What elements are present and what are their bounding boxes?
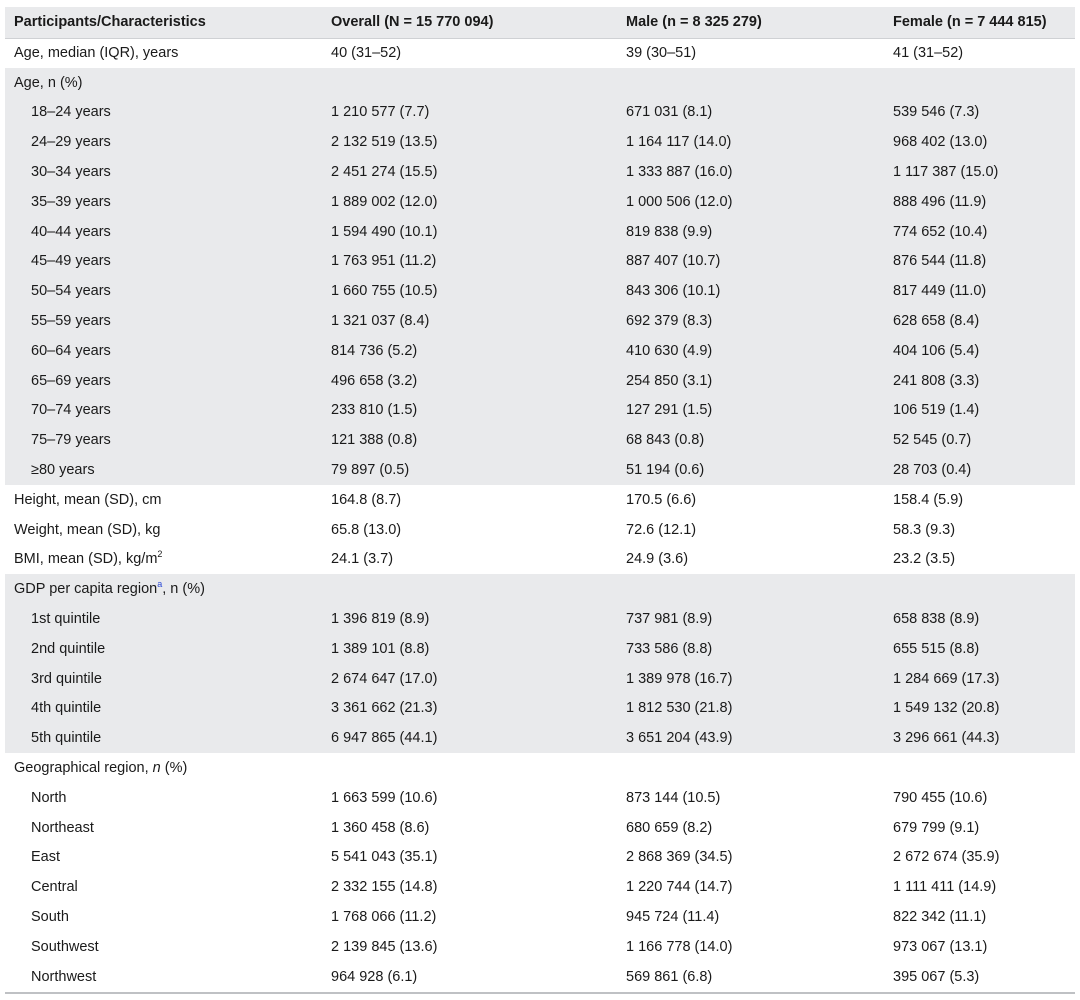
cell-male: 671 031 (8.1) — [626, 104, 713, 121]
row-label: 2nd quintile — [31, 640, 106, 657]
cell-female: 1 284 669 (17.3) — [893, 670, 1000, 687]
table-row — [5, 455, 1075, 485]
geo-groups-section — [5, 783, 1075, 992]
row-label: Height, mean (SD), cm — [14, 491, 162, 508]
row-label: Central — [31, 879, 78, 896]
cell-female: 404 106 (5.4) — [893, 342, 980, 359]
row-label: GDP per capita region$^a$, n (%) — [14, 579, 205, 598]
cell-overall: 1 889 002 (12.0) — [331, 193, 438, 210]
cell-overall: 5 541 043 (35.1) — [331, 849, 438, 866]
cell-overall: 2 451 274 (15.5) — [331, 164, 438, 181]
cell-overall: 3 361 662 (21.3) — [331, 700, 438, 717]
cell-female: 1 549 132 (20.8) — [893, 700, 1000, 717]
cell-overall: 40 (31–52) — [331, 45, 402, 62]
table-row — [5, 783, 1075, 813]
cell-overall: 1 210 577 (7.7) — [331, 104, 430, 121]
cell-male: 733 586 (8.8) — [626, 640, 713, 657]
cell-male: 843 306 (10.1) — [626, 283, 721, 300]
cell-female: 28 703 (0.4) — [893, 462, 972, 479]
table-row — [5, 425, 1075, 455]
cell-male: 873 144 (10.5) — [626, 789, 721, 806]
cell-overall: 814 736 (5.2) — [331, 342, 418, 359]
cell-female: 41 (31–52) — [893, 45, 964, 62]
cell-overall: 233 810 (1.5) — [331, 402, 418, 419]
cell-overall: 121 388 (0.8) — [331, 432, 418, 449]
cell-male: 51 194 (0.6) — [626, 462, 705, 479]
cell-female: 628 658 (8.4) — [893, 313, 980, 330]
row-label: Northwest — [31, 968, 97, 985]
table-row — [5, 276, 1075, 306]
cell-overall: 1 594 490 (10.1) — [331, 223, 438, 240]
cell-male: 410 630 (4.9) — [626, 342, 713, 359]
cell-overall: 6 947 865 (44.1) — [331, 730, 438, 747]
row-label: 35–39 years — [31, 193, 111, 210]
cell-male: 692 379 (8.3) — [626, 313, 713, 330]
row-label: 65–69 years — [31, 372, 111, 389]
cell-male: 72.6 (12.1) — [626, 521, 697, 538]
row-label: 4th quintile — [31, 700, 102, 717]
row-label: 60–64 years — [31, 342, 111, 359]
characteristics-table — [5, 7, 1075, 992]
table-row-height — [5, 485, 1075, 515]
cell-male: 127 291 (1.5) — [626, 402, 713, 419]
row-label: 24–29 years — [31, 134, 111, 151]
table-row — [5, 932, 1075, 962]
row-label: 5th quintile — [31, 730, 102, 747]
cell-male: 1 389 978 (16.7) — [626, 670, 733, 687]
cell-female: 1 111 411 (14.9) — [893, 879, 997, 896]
cell-female: 817 449 (11.0) — [893, 283, 987, 300]
cell-male: 39 (30–51) — [626, 45, 697, 62]
cell-overall: 1 321 037 (8.4) — [331, 313, 430, 330]
age-groups-section — [5, 98, 1075, 485]
cell-female: 23.2 (3.5) — [893, 551, 956, 568]
cell-female: 679 799 (9.1) — [893, 819, 980, 836]
row-label: 40–44 years — [31, 223, 111, 240]
cell-overall: 1 768 066 (11.2) — [331, 909, 437, 925]
cell-female: 58.3 (9.3) — [893, 521, 956, 538]
characteristics-table-container — [5, 7, 1075, 994]
table-row — [5, 664, 1075, 694]
table-row — [5, 127, 1075, 157]
cell-female: 395 067 (5.3) — [893, 968, 980, 985]
cell-female: 822 342 (11.1) — [893, 909, 987, 925]
cell-male: 68 843 (0.8) — [626, 432, 705, 449]
table-row — [5, 336, 1075, 366]
row-label: 3rd quintile — [31, 670, 102, 687]
cell-overall: 1 360 458 (8.6) — [331, 819, 430, 836]
cell-male: 170.5 (6.6) — [626, 491, 697, 508]
table-bottom-rule — [5, 992, 1075, 994]
table-row — [5, 902, 1075, 932]
table-row-bmi — [5, 545, 1075, 575]
table-row — [5, 634, 1075, 664]
table-row — [5, 306, 1075, 336]
table-row — [5, 604, 1075, 634]
row-label: Age, median (IQR), years — [14, 45, 179, 62]
cell-male: 887 407 (10.7) — [626, 253, 721, 270]
header-female: Female (n = 7 444 815) — [893, 14, 1047, 31]
row-label: 18–24 years — [31, 104, 111, 121]
table-row — [5, 98, 1075, 128]
cell-overall: 164.8 (8.7) — [331, 491, 402, 508]
row-label: Age, n (%) — [14, 74, 83, 91]
row-label: 70–74 years — [31, 402, 111, 419]
table-header-row — [5, 7, 1075, 38]
cell-male: 819 838 (9.9) — [626, 223, 713, 240]
table-row-geo-heading — [5, 753, 1075, 783]
cell-male: 569 861 (6.8) — [626, 968, 713, 985]
table-row-gdp-heading — [5, 574, 1075, 604]
table-row — [5, 872, 1075, 902]
cell-overall: 2 132 519 (13.5) — [331, 134, 438, 151]
cell-female: 241 808 (3.3) — [893, 372, 980, 389]
cell-female: 3 296 661 (44.3) — [893, 730, 1000, 747]
cell-overall: 65.8 (13.0) — [331, 521, 402, 538]
cell-overall: 964 928 (6.1) — [331, 968, 418, 985]
row-label: Weight, mean (SD), kg — [14, 521, 161, 538]
table-row — [5, 813, 1075, 843]
header-characteristics: Participants/Characteristics — [14, 14, 206, 31]
row-label: East — [31, 849, 61, 866]
cell-male: 1 000 506 (12.0) — [626, 193, 733, 210]
cell-female: 973 067 (13.1) — [893, 938, 988, 955]
cell-male: 24.9 (3.6) — [626, 551, 689, 568]
row-label: 1st quintile — [31, 611, 101, 628]
cell-male: 1 812 530 (21.8) — [626, 700, 733, 717]
cell-overall: 1 396 819 (8.9) — [331, 611, 430, 628]
cell-female: 52 545 (0.7) — [893, 432, 972, 449]
cell-female: 539 546 (7.3) — [893, 104, 980, 121]
cell-overall: 1 660 755 (10.5) — [331, 283, 438, 300]
cell-female: 790 455 (10.6) — [893, 789, 988, 806]
cell-overall: 496 658 (3.2) — [331, 372, 418, 389]
row-label: Northeast — [31, 819, 94, 836]
table-row — [5, 157, 1075, 187]
footnote-marker[interactable]: a — [157, 579, 163, 590]
table-row — [5, 396, 1075, 426]
row-label: North — [31, 789, 67, 806]
row-label: 75–79 years — [31, 432, 111, 449]
cell-female: 655 515 (8.8) — [893, 640, 980, 657]
cell-female: 876 544 (11.8) — [893, 253, 987, 270]
cell-overall: 2 139 845 (13.6) — [331, 938, 438, 955]
cell-overall: 1 763 951 (11.2) — [331, 253, 437, 270]
table-row-age-n-heading — [5, 68, 1075, 98]
row-label: Southwest — [31, 938, 99, 955]
table-row — [5, 694, 1075, 724]
cell-overall: 79 897 (0.5) — [331, 462, 410, 479]
cell-overall: 24.1 (3.7) — [331, 551, 394, 568]
cell-female: 658 838 (8.9) — [893, 611, 980, 628]
table-row — [5, 843, 1075, 873]
cell-male: 945 724 (11.4) — [626, 909, 720, 925]
row-label: South — [31, 909, 69, 925]
row-label: Geographical region, n (%) — [14, 760, 188, 777]
table-row-age-median — [5, 38, 1075, 68]
table-row — [5, 366, 1075, 396]
table-row — [5, 247, 1075, 277]
row-label: 50–54 years — [31, 283, 111, 300]
cell-male: 680 659 (8.2) — [626, 819, 713, 836]
cell-male: 254 850 (3.1) — [626, 372, 713, 389]
cell-male: 1 166 778 (14.0) — [626, 938, 733, 955]
cell-female: 2 672 674 (35.9) — [893, 849, 1000, 866]
cell-female: 888 496 (11.9) — [893, 193, 987, 210]
cell-male: 1 333 887 (16.0) — [626, 164, 733, 181]
row-label: ≥80 years — [31, 462, 95, 479]
table-row — [5, 187, 1075, 217]
table-row — [5, 217, 1075, 247]
cell-female: 1 117 387 (15.0) — [893, 164, 999, 181]
table-row — [5, 962, 1075, 992]
cell-male: 3 651 204 (43.9) — [626, 730, 733, 747]
cell-male: 1 164 117 (14.0) — [626, 134, 732, 151]
gdp-groups-section — [5, 604, 1075, 753]
header-male: Male (n = 8 325 279) — [626, 14, 762, 31]
cell-overall: 1 389 101 (8.8) — [331, 640, 430, 657]
table-row-weight — [5, 515, 1075, 545]
cell-female: 106 519 (1.4) — [893, 402, 980, 419]
row-label: 30–34 years — [31, 164, 111, 181]
cell-overall: 2 332 155 (14.8) — [331, 879, 438, 896]
cell-female: 774 652 (10.4) — [893, 223, 988, 240]
cell-male: 1 220 744 (14.7) — [626, 879, 733, 896]
row-label: 45–49 years — [31, 253, 111, 270]
row-label: BMI, mean (SD), $kg/m^2$ — [14, 549, 163, 568]
cell-overall: 2 674 647 (17.0) — [331, 670, 438, 687]
cell-female: 158.4 (5.9) — [893, 491, 964, 508]
table-row — [5, 723, 1075, 753]
cell-overall: 1 663 599 (10.6) — [331, 789, 438, 806]
cell-male: 737 981 (8.9) — [626, 611, 713, 628]
row-label: 55–59 years — [31, 313, 111, 330]
header-overall: Overall (N = 15 770 094) — [331, 14, 494, 31]
cell-female: 968 402 (13.0) — [893, 134, 988, 151]
cell-male: 2 868 369 (34.5) — [626, 849, 733, 866]
